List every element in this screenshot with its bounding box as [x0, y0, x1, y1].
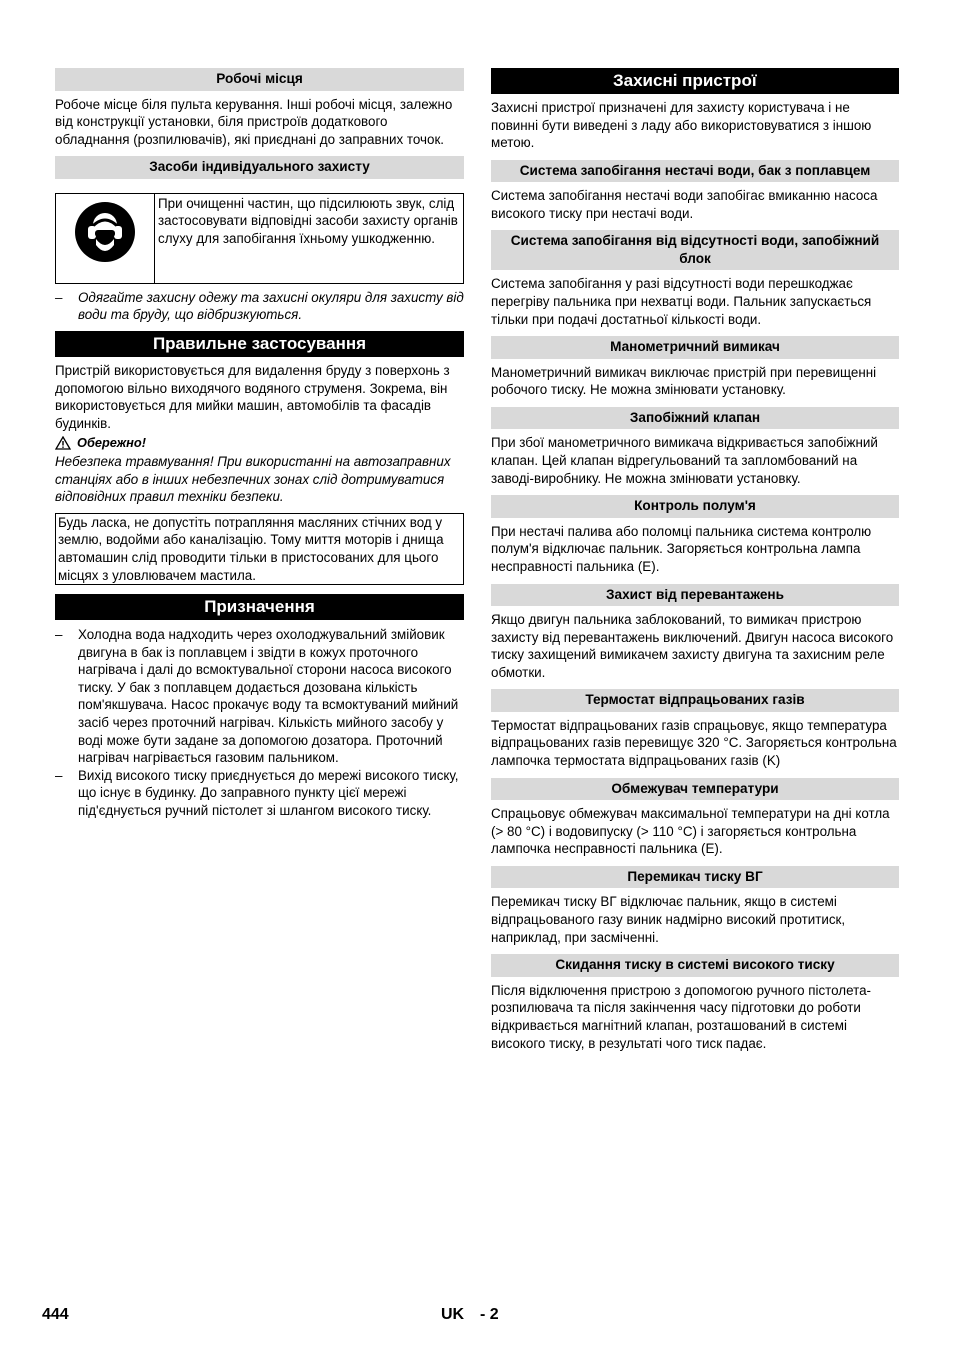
section-text: При нестачі палива або поломці пальника система контролю полум'я відключає пальник. Загоряється контрольна лампа несправності пальника (Е). [491, 523, 872, 574]
workplaces-text: Робоче місце біля пульта керування. Інші робочі місця, залежно від конструкції установки, біля пристроїв додаткового обладнання (розпилювачів), які приєднані до заправних точок. [55, 96, 453, 147]
ppe-bullet-text: Одягайте захисну одежу та захисні окуляри для захисту від води та бруду, що відбризкуються. [78, 289, 464, 323]
caution-label: Обережно! [77, 435, 146, 451]
section-heading: Обмежувач температури [491, 778, 899, 801]
list-item-text: Холодна вода надходить через охолоджувальний змійовик двигуна в бак із поплавцем і звідти в кожух проточного нагрівача і далі до всмоктувальної сторони насоса високого тиску. У бак з поплавцем додається дозована кількість пом'якшувача. Насос прокачує воду та всмоктуваний мийний засіб через проточний нагрівач. Кількість мийного засобу у воді може бути задане за допомогою дозатора. Проточний нагрівач нагрівається газовим пальником. [78, 627, 459, 766]
section-text: При збої манометричного вимикача відкривається запобіжний клапан. Цей клапан відрегульований та запломбований на заводі-виробнику. Не можна змінювати установку. [491, 435, 878, 486]
section-text: Після відключення пристрою з допомогою ручного пістолета-розпилювача та після закінчення часу підготовки до роботи відкривається магнітний клапан, розташований в системі високого тиску, в результаті чого тиск падає. [491, 982, 872, 1051]
sub-page-number: - 2 [480, 1306, 499, 1323]
section-heading: Термостат відпрацьованих газів [491, 689, 899, 712]
ppe-text: При очищенні частин, що підсилюють звук, слід застосовувати відповідні засоби захисту органів слуху для запобігання їхньому ушкодженню. [158, 195, 458, 246]
ppe-icon-cell [56, 194, 155, 283]
page-number: 444 [42, 1306, 69, 1323]
protective-devices-intro: Захисні пристрої призначені для захисту користувача і не повинні бути виведені з ладу або використовуватися з іншою метою. [491, 100, 872, 151]
bullet-dash: – [55, 289, 63, 305]
bullet-dash: – [55, 627, 63, 643]
section-heading: Перемикач тиску ВГ [491, 866, 899, 889]
proper-use-heading: Правильне застосування [55, 331, 464, 357]
section-heading: Скидання тиску в системі високого тиску [491, 954, 899, 977]
ppe-box [55, 193, 464, 284]
section-text: Якщо двигун пальника заблокований, то вимикач пристрою захисту від перевантажень виключений. Двигун насоса високого тиску захищений вимикачем захисту двигуна та захисним реле обмотки. [491, 612, 894, 680]
section-heading: Манометричний вимикач [491, 336, 899, 359]
section-text: Спрацьовує обмежувач максимальної температури на дні котла (> 80 °C) і водовипуску (> 110 °C) і загоряється контрольна лампочка несправності пальника (E). [491, 806, 890, 857]
ppe-bullet [55, 289, 464, 324]
section-heading: Система запобігання нестачі води, бак з поплавцем [491, 160, 899, 183]
section-text: Манометричний вимикач виключає пристрій при перевищенні робочого тиску. Не можна змінювати установку. [491, 364, 877, 398]
section-text: Перемикач тиску ВГ відключає пальник, якщо в системі відпрацьованого газу виник надмірно високий протитиск, наприклад, при засміченні. [491, 894, 846, 945]
oil-note-box: Будь ласка, не допустіть потрапляння масляних стічних вод у землю, водойми або каналізацію. Тому миття моторів і днища автомашин слід проводити тільки в пристосованих для цього місцях з уловлювачем мастила. [55, 513, 464, 585]
left-column [55, 68, 464, 820]
caution-text: Небезпека травмування! При використанні на автозаправних станціях або в інших небезпечних зонах слід дотримуватися відповідних правил техніки безпеки. [55, 453, 451, 505]
ear-and-eye-protection-icon [74, 201, 136, 263]
section-text: Термостат відпрацьованих газів спрацьовує, якщо температура відпрацьованих газів перевищує 320 °C. Загоряється контрольна лампочка термостата відпрацьованих газів (K) [491, 717, 897, 769]
purpose-heading: Призначення [55, 594, 464, 620]
list-item [55, 767, 464, 820]
ppe-heading: Засоби індивідуального захисту [55, 156, 464, 179]
section-text: Система запобігання нестачі води запобігає вмиканню насоса високого тиску при нестачі води. [491, 188, 878, 221]
section-heading: Захист від перевантажень [491, 584, 899, 607]
section-text: Система запобігання у разі відсутності води перешкоджає перегріву пальника при нехватці води. Пальник запускається тільки при подачі достатньої кількості води. [491, 276, 872, 327]
workplaces-heading: Робочі місця [55, 68, 464, 91]
list-item [55, 626, 464, 767]
protective-devices-heading: Захисні пристрої [491, 68, 899, 94]
language-code: UK [441, 1306, 465, 1323]
proper-use-text: Пристрій використовується для видалення бруду з поверхонь з допомогою вільно виходячого водяного струменя. Зокрема, він використовується для мийки машин, автомобілів та фасадів будинків. [55, 362, 450, 431]
warning-triangle-icon [55, 436, 71, 450]
purpose-list [55, 626, 464, 820]
list-item-text: Вихід високого тиску приєднується до мережі високого тиску, що існує в будинку. До заправного пункту цієї мережі під'єднується ручний пістолет зі шлангом високого тиску. [78, 767, 459, 819]
right-column [491, 68, 899, 1060]
section-heading: Запобіжний клапан [491, 407, 899, 430]
section-heading: Система запобігання від відсутності води, запобіжний блок [491, 230, 899, 270]
bullet-dash: – [55, 767, 63, 783]
section-heading: Контроль полум'я [491, 495, 899, 518]
caution-heading [55, 434, 464, 452]
